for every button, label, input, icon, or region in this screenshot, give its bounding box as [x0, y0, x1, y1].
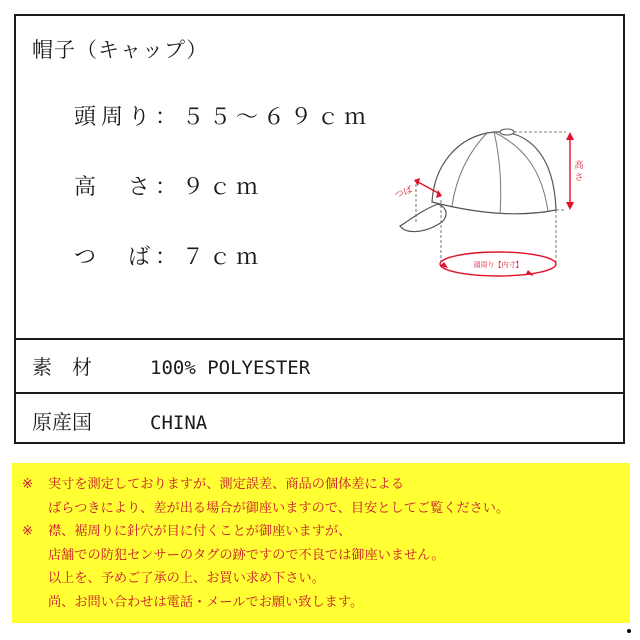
note-mark: ※ — [22, 477, 34, 492]
origin-value: CHINA — [150, 412, 208, 434]
divider-line — [16, 392, 623, 394]
spec-value: ５５～６９ｃｍ — [182, 105, 372, 130]
brim-arrow-head — [436, 190, 442, 198]
note-text: 尚、お問い合わせは電話・メールでお願い致します。 — [48, 594, 364, 610]
cap-seam-line — [494, 132, 548, 211]
material-label: 素 材 — [32, 355, 92, 379]
spec-value: ９ｃｍ — [182, 175, 264, 200]
cap-seam-line — [494, 132, 501, 214]
spec-head-circumference — [74, 100, 371, 131]
material-row — [32, 351, 310, 380]
height-label: 高 — [574, 161, 584, 171]
product-info-panel — [14, 14, 625, 444]
note-text: 襟、裾周りに針穴が目に付くことが御座いますが、 — [48, 524, 352, 539]
spec-label: 頭周り： — [74, 105, 183, 130]
height-arrow-head — [566, 132, 574, 140]
size-spec-section — [16, 16, 623, 338]
brim-label: つば — [393, 185, 414, 201]
note-text: ばらつきにより、差が出る場合が御座いますので、目安としてご覧ください。 — [48, 500, 510, 516]
cap-crown-outline — [432, 132, 556, 214]
note-line — [22, 497, 630, 521]
note-line — [22, 520, 630, 544]
spec-label: つ ば： — [74, 245, 183, 270]
spec-brim — [74, 240, 263, 271]
cap-brim-outline — [400, 204, 446, 232]
product-name: 帽子（キャップ） — [32, 38, 209, 62]
note-line — [22, 567, 630, 591]
note-text: 以上を、予めご了承の上、お買い求め下さい。 — [48, 571, 325, 586]
spec-height — [74, 170, 263, 201]
material-value: 100% POLYESTER — [150, 357, 311, 379]
notes-box — [12, 463, 630, 623]
height-arrow-head — [566, 202, 574, 210]
note-text: 実寸を測定しておりますが、測定誤差、商品の個体差による — [48, 477, 405, 492]
spec-value: ７ｃｍ — [182, 245, 264, 270]
cap-button — [500, 129, 514, 135]
brim-arrow — [418, 182, 440, 194]
note-text: 店舗での防犯センサーのタグの跡ですので不良では御座いません。 — [48, 547, 445, 563]
decorative-dot — [627, 629, 631, 633]
origin-label: 原産国 — [32, 410, 92, 434]
note-line — [22, 473, 630, 497]
cap-seam-line — [452, 132, 488, 206]
note-mark: ※ — [22, 524, 34, 539]
note-line — [22, 591, 630, 615]
spec-label: 高 さ： — [74, 175, 183, 200]
divider-line — [16, 338, 623, 340]
cap-measurement-diagram — [376, 112, 584, 284]
note-line — [22, 544, 630, 568]
height-label: さ — [574, 173, 584, 183]
origin-row — [32, 406, 207, 435]
head-circumference-label: 頭周り【内寸】 — [473, 261, 523, 269]
